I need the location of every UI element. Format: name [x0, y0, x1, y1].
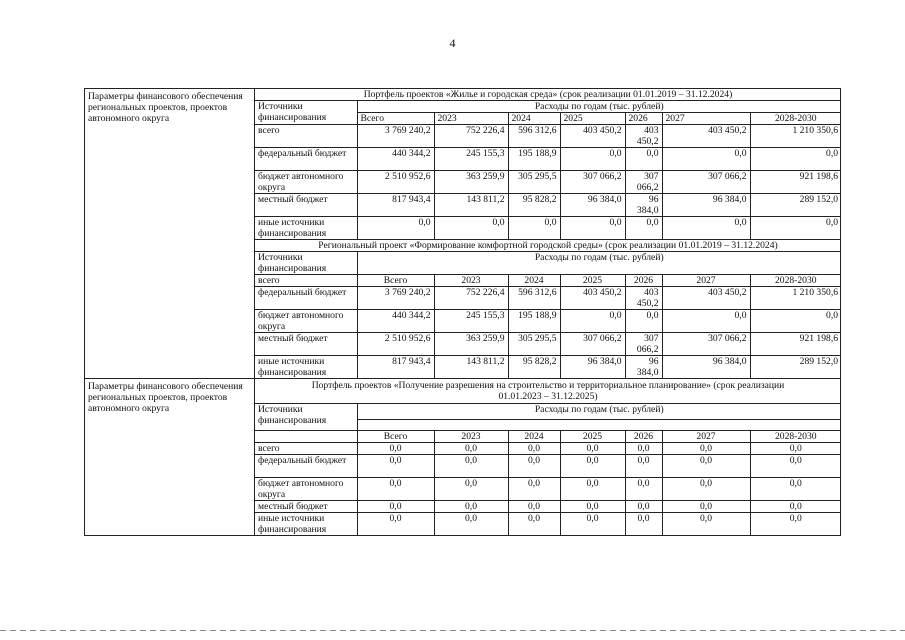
cell-value: 0,0: [750, 217, 841, 240]
cell-value: 596 312,6: [508, 287, 560, 310]
sources-header-cont: [255, 431, 357, 443]
section-label: Параметры финансового обеспечения региональных проектов, проектов автономного округа: [85, 89, 255, 379]
table-row: [255, 148, 841, 171]
cell-value: 596 312,6: [508, 125, 560, 148]
cell-value: 817 943,4: [357, 194, 434, 217]
cell-value: 0,0: [750, 310, 841, 333]
cell-value: 0,0: [560, 310, 625, 333]
cell-value: 0,0: [357, 513, 434, 536]
cell-value: 921 198,6: [750, 333, 841, 356]
cell-value: 403 450,2: [625, 125, 662, 148]
table-row: [255, 287, 841, 310]
cell-value: 0,0: [434, 217, 508, 240]
year-header: 2023: [434, 113, 508, 125]
year-header: Всего: [357, 431, 434, 443]
cell-value: 0,0: [662, 478, 750, 501]
row-label: бюджет автономного округа: [255, 171, 357, 194]
cell-value: 307 066,2: [560, 171, 625, 194]
cell-value: 0,0: [750, 478, 841, 501]
cell-value: 0,0: [625, 501, 662, 513]
cell-value: 0,0: [750, 501, 841, 513]
cell-value: 0,0: [560, 501, 625, 513]
cell-value: 245 155,3: [434, 310, 508, 333]
row-label: местный бюджет: [255, 194, 357, 217]
cell-value: 245 155,3: [434, 148, 508, 171]
section-label: Параметры финансового обеспечения региональных проектов, проектов автономного округа: [85, 379, 255, 536]
row-label: местный бюджет: [255, 501, 357, 513]
row-label: всего: [255, 275, 357, 287]
expenses-header: Расходы по годам (тыс. рублей): [357, 101, 841, 113]
cell-value: 96 384,0: [662, 356, 750, 379]
cell-value: 0,0: [357, 217, 434, 240]
table-row: [255, 333, 841, 356]
cell-value: 143 811,2: [434, 356, 508, 379]
cell-value: 0,0: [662, 501, 750, 513]
year-header: 2027: [662, 113, 750, 125]
cell-value: 0,0: [434, 478, 508, 501]
row-label: бюджет автономного округа: [255, 310, 357, 333]
year-header: 2026: [625, 431, 662, 443]
section-content: [255, 379, 841, 536]
cell-value: 0,0: [625, 217, 662, 240]
table-row: [255, 217, 841, 240]
cell-value: 752 226,4: [434, 125, 508, 148]
cell-value: 2 510 952,6: [357, 171, 434, 194]
table-row: [255, 501, 841, 513]
sources-header: Источники финансирования: [255, 252, 357, 275]
table-row: [255, 455, 841, 478]
year-header: 2023: [434, 275, 508, 287]
cell-value: 403 450,2: [560, 287, 625, 310]
year-header: 2024: [508, 431, 560, 443]
row-label: всего: [255, 125, 357, 148]
project-title: Портфель проектов «Получение разрешения на строительство и территориальное планирование» (срок реализации 01.01.2023 – 31.12.2025): [255, 379, 841, 404]
cell-value: 0,0: [625, 513, 662, 536]
table-row: [255, 443, 841, 455]
row-label: бюджет автономного округа: [255, 478, 357, 501]
year-header: 2024: [508, 113, 560, 125]
year-header: Всего: [357, 113, 434, 125]
cell-value: 921 198,6: [750, 171, 841, 194]
cell-value: 305 295,5: [508, 171, 560, 194]
cell-value: 817 943,4: [357, 356, 434, 379]
cell-value: 0,0: [434, 455, 508, 478]
cell-value: 0,0: [625, 478, 662, 501]
cell-value: 195 188,9: [508, 310, 560, 333]
cell-value: 0,0: [508, 217, 560, 240]
cell-value: 0,0: [357, 478, 434, 501]
cell-value: 96 384,0: [560, 356, 625, 379]
sources-header: Источники финансирования: [255, 101, 357, 125]
cell-value: 363 259,9: [434, 171, 508, 194]
cell-value: 0,0: [508, 443, 560, 455]
cell-value: 0,0: [662, 217, 750, 240]
cell-value: 307 066,2: [662, 171, 750, 194]
table-row: [255, 125, 841, 148]
cell-value: 307 066,2: [625, 171, 662, 194]
project-table: [255, 379, 841, 535]
cell-value: 0,0: [560, 148, 625, 171]
cell-value: 0,0: [357, 501, 434, 513]
cell-value: 307 066,2: [662, 333, 750, 356]
year-header: 2025: [560, 431, 625, 443]
year-header: 2028-2030: [750, 275, 841, 287]
cell-value: 0,0: [560, 455, 625, 478]
year-header: 2028-2030: [750, 431, 841, 443]
cell-value: 0,0: [508, 478, 560, 501]
cell-value: 0,0: [662, 148, 750, 171]
year-header: 2023: [434, 431, 508, 443]
cell-value: 0,0: [560, 513, 625, 536]
cell-value: 0,0: [434, 513, 508, 536]
cell-value: 95 828,2: [508, 356, 560, 379]
project-table: [255, 89, 841, 378]
cell-value: 403 450,2: [662, 125, 750, 148]
section-content: [255, 89, 841, 379]
cell-value: 0,0: [662, 513, 750, 536]
cell-value: 289 152,0: [750, 194, 841, 217]
cell-value: 363 259,9: [434, 333, 508, 356]
sources-header: Источники финансирования: [255, 404, 357, 431]
table-row: [255, 356, 841, 379]
financing-table: [84, 88, 841, 536]
year-header: 2027: [662, 431, 750, 443]
section-row: [85, 379, 841, 536]
row-label: иные источники финансирования: [255, 513, 357, 536]
cell-value: 0,0: [434, 443, 508, 455]
cell-value: 1 210 350,6: [750, 287, 841, 310]
cell-value: 2 510 952,6: [357, 333, 434, 356]
row-label: иные источники финансирования: [255, 217, 357, 240]
cell-value: 0,0: [434, 501, 508, 513]
page-number: 4: [449, 36, 456, 50]
table-row: [255, 194, 841, 217]
cell-value: 752 226,4: [434, 287, 508, 310]
cell-value: 96 384,0: [662, 194, 750, 217]
cell-value: 1 210 350,6: [750, 125, 841, 148]
row-label: федеральный бюджет: [255, 287, 357, 310]
cell-value: 0,0: [625, 443, 662, 455]
cell-value: 0,0: [508, 501, 560, 513]
cell-value: 440 344,2: [357, 148, 434, 171]
cell-value: 0,0: [662, 443, 750, 455]
row-label: иные источники финансирования: [255, 356, 357, 379]
expenses-header: Расходы по годам (тыс. рублей): [357, 404, 841, 420]
cell-value: 0,0: [662, 310, 750, 333]
row-label: федеральный бюджет: [255, 148, 357, 171]
table-row: [255, 310, 841, 333]
section-row: [85, 89, 841, 379]
year-header: Всего: [357, 275, 434, 287]
year-header: 2024: [508, 275, 560, 287]
cell-value: 96 384,0: [560, 194, 625, 217]
year-header: 2028-2030: [750, 113, 841, 125]
project-title: Портфель проектов «Жилье и городская среда» (срок реализации 01.01.2019 – 31.12.2024): [255, 89, 841, 101]
year-header: 2026: [625, 113, 662, 125]
cell-value: 0,0: [625, 310, 662, 333]
cell-value: 0,0: [750, 513, 841, 536]
cell-value: 305 295,5: [508, 333, 560, 356]
cell-value: 0,0: [750, 148, 841, 171]
cell-value: 0,0: [625, 455, 662, 478]
cell-value: 95 828,2: [508, 194, 560, 217]
table-row: [255, 171, 841, 194]
cell-value: 0,0: [560, 217, 625, 240]
cell-value: 96 384,0: [625, 194, 662, 217]
project-title: Региональный проект «Формирование комфортной городской среды» (срок реализации 01.01.2019 – 31.12.2024): [255, 240, 841, 252]
cell-value: 0,0: [662, 455, 750, 478]
cell-value: 289 152,0: [750, 356, 841, 379]
expenses-header: Расходы по годам (тыс. рублей): [357, 252, 841, 275]
cell-value: 0,0: [508, 455, 560, 478]
spacer: [357, 419, 841, 430]
table-row: [255, 513, 841, 536]
cell-value: 3 769 240,2: [357, 125, 434, 148]
cell-value: 440 344,2: [357, 310, 434, 333]
cell-value: 0,0: [750, 443, 841, 455]
table-row: [255, 478, 841, 501]
cell-value: 403 450,2: [625, 287, 662, 310]
cell-value: 0,0: [750, 455, 841, 478]
year-header: 2026: [625, 275, 662, 287]
year-header: 2025: [560, 275, 625, 287]
row-label: всего: [255, 443, 357, 455]
cell-value: 143 811,2: [434, 194, 508, 217]
year-header: 2027: [662, 275, 750, 287]
table-row: [255, 275, 841, 287]
cell-value: 0,0: [508, 513, 560, 536]
row-label: местный бюджет: [255, 333, 357, 356]
cell-value: 3 769 240,2: [357, 287, 434, 310]
cell-value: 96 384,0: [625, 356, 662, 379]
year-header: 2025: [560, 113, 625, 125]
cell-value: 0,0: [560, 443, 625, 455]
cell-value: 403 450,2: [662, 287, 750, 310]
cell-value: 0,0: [560, 478, 625, 501]
cell-value: 195 188,9: [508, 148, 560, 171]
cell-value: 0,0: [357, 443, 434, 455]
row-label: федеральный бюджет: [255, 455, 357, 478]
cell-value: 403 450,2: [560, 125, 625, 148]
cell-value: 0,0: [625, 148, 662, 171]
cell-value: 307 066,2: [625, 333, 662, 356]
cell-value: 0,0: [357, 455, 434, 478]
cell-value: 307 066,2: [560, 333, 625, 356]
page-bottom-edge: [0, 630, 905, 631]
